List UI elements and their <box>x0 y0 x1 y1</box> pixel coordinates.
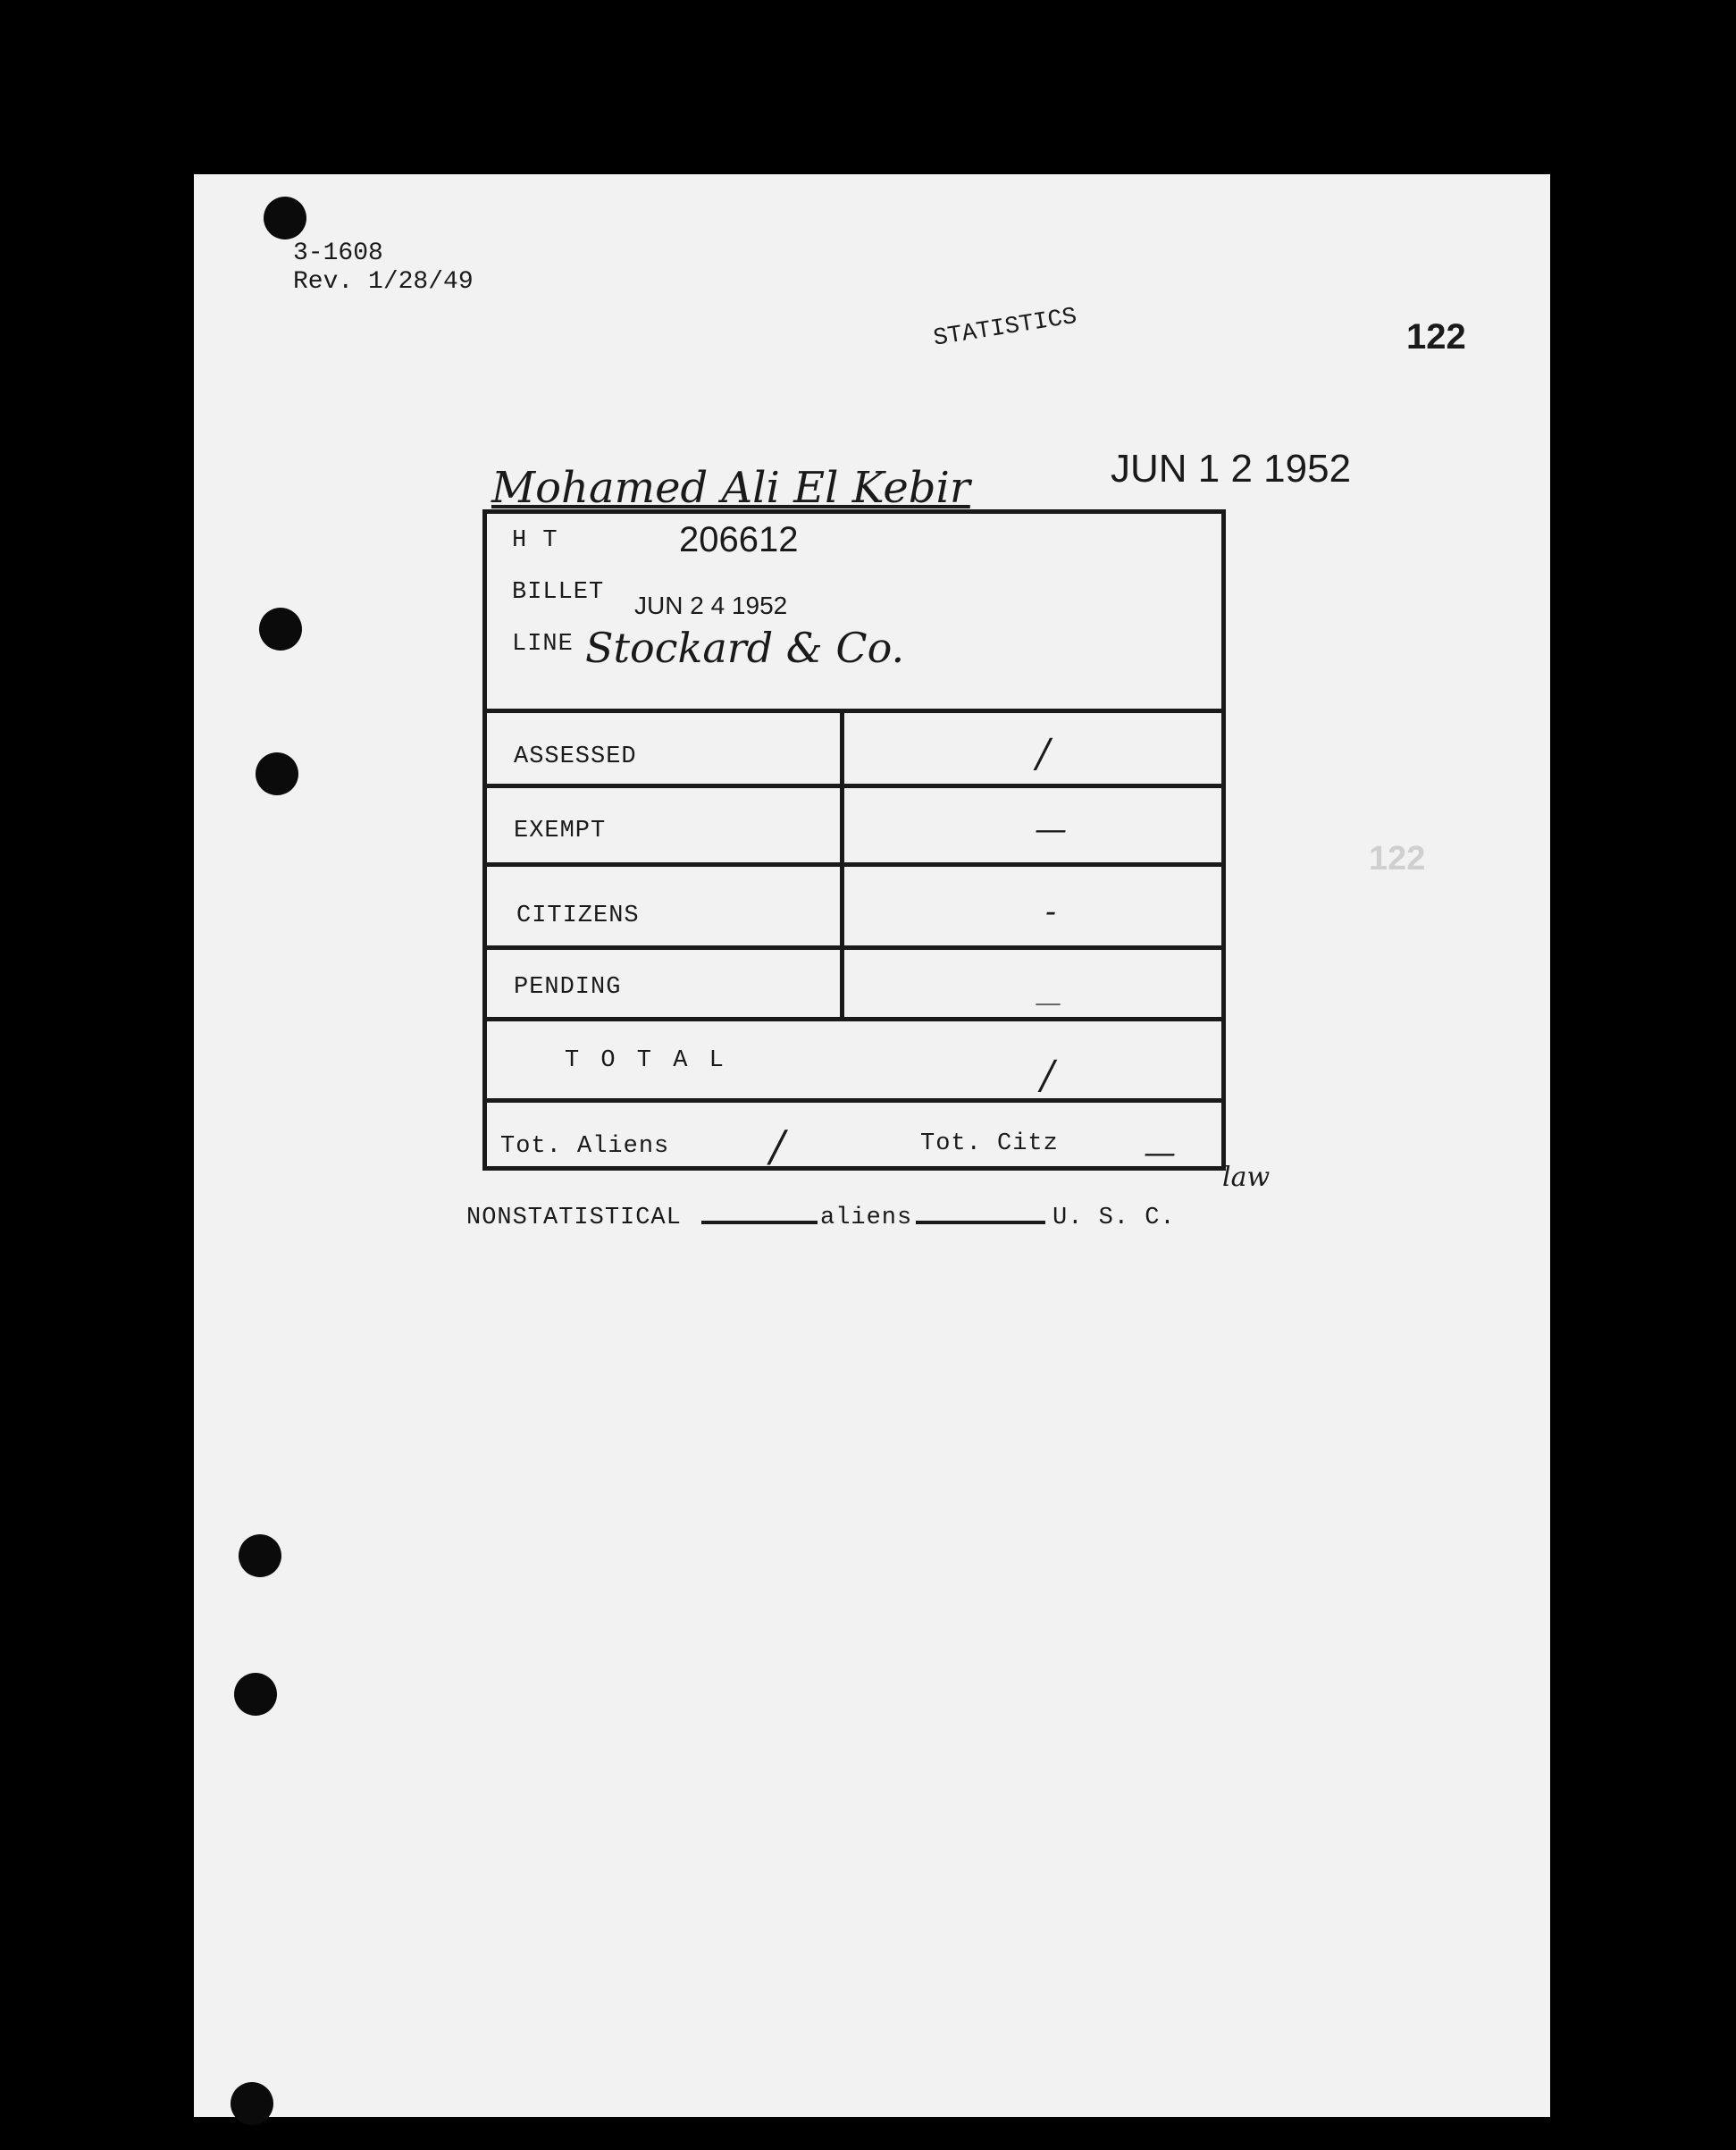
rule-assessed <box>482 784 1226 788</box>
tot-citizens-value: — <box>1144 1135 1176 1172</box>
rule-exempt <box>482 862 1226 867</box>
ht-label: H T <box>512 527 558 554</box>
date-stamp: JUN 1 2 1952 <box>1111 447 1352 491</box>
nonstatistical-blank <box>701 1221 818 1224</box>
row-value-exempt: — <box>1035 811 1067 848</box>
punch-hole-6 <box>231 2082 273 2125</box>
punch-hole-5 <box>234 1673 277 1716</box>
billet-date: JUN 2 4 1952 <box>634 592 788 619</box>
row-value-pending: — <box>1035 987 1061 1019</box>
tot-aliens-value: / <box>770 1121 785 1172</box>
rule-citizens <box>482 945 1226 950</box>
aliens-label: aliens <box>820 1205 913 1231</box>
ht-value: 206612 <box>679 520 799 559</box>
punch-hole-1 <box>264 197 306 239</box>
rule-header <box>482 709 1226 713</box>
page-number: 122 <box>1406 317 1466 357</box>
rule-pending <box>482 1017 1226 1021</box>
total-label: T O T A L <box>565 1047 727 1074</box>
form-revision: Rev. 1/28/49 <box>293 268 474 296</box>
column-divider <box>840 709 844 1020</box>
row-label-citizens: CITIZENS <box>516 903 640 929</box>
punch-hole-2 <box>259 608 302 651</box>
row-label-exempt: EXEMPT <box>514 818 607 844</box>
aliens-blank <box>916 1221 1045 1224</box>
usc-label: U. S. C. <box>1053 1205 1176 1231</box>
tot-aliens-label: Tot. Aliens <box>500 1133 670 1160</box>
punch-hole-4 <box>239 1534 281 1577</box>
passenger-name: Mohamed Ali El Kebir <box>491 463 970 513</box>
line-label: LINE <box>512 631 574 658</box>
form-number: 3-1608 <box>293 239 383 267</box>
nonstatistical-label: NONSTATISTICAL <box>466 1205 682 1231</box>
row-value-assessed: / <box>1036 731 1050 777</box>
line-value: Stockard & Co. <box>585 624 905 672</box>
billet-label: BILLET <box>512 579 605 606</box>
initials: law <box>1222 1162 1271 1193</box>
row-label-assessed: ASSESSED <box>514 743 637 770</box>
faint-page-number: 122 <box>1369 840 1426 878</box>
punch-hole-3 <box>256 752 298 795</box>
rule-total <box>482 1098 1226 1103</box>
tot-citizens-label: Tot. Citz <box>920 1130 1059 1157</box>
total-value: / <box>1041 1053 1054 1098</box>
row-value-citizens: - <box>1045 894 1057 930</box>
statistics-stamp: STATISTICS <box>931 303 1079 353</box>
row-label-pending: PENDING <box>514 974 622 1001</box>
